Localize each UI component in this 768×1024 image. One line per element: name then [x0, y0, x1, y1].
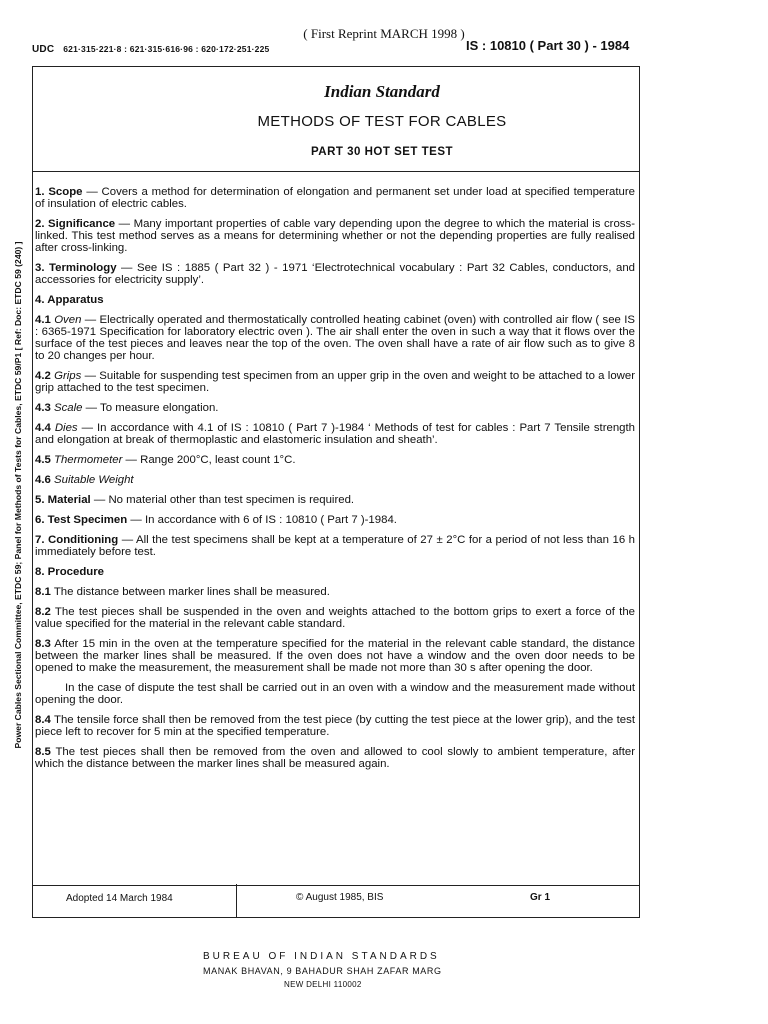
section-heading: Grips: [54, 370, 82, 382]
section-text: — See IS : 1885 ( Part 32 ) - 1971 ‘Electrotechnical vocabulary : Part 32 Cables, conductors, and accessories for electricity supply’.: [35, 262, 635, 286]
clause-number: 8.3: [35, 638, 51, 650]
clause-number: 8.1: [35, 586, 51, 598]
section-paragraph: [35, 262, 635, 286]
section-text: — Suitable for suspending test specimen from an upper grip in the oven and weight to be attached to a lower grip attached to the test specimen.: [35, 370, 636, 394]
section-text: — All the test specimens shall be kept at a temperature of 27 ± 2°C for a period of not less than 16 h immediately before test.: [35, 534, 635, 558]
udc-line: [32, 44, 269, 55]
section-paragraph: [35, 566, 635, 578]
section-heading: 4. Apparatus: [35, 294, 104, 306]
section-heading: 8. Procedure: [35, 566, 105, 578]
section-heading: Thermometer: [54, 454, 123, 466]
section-paragraph: [35, 314, 635, 362]
clause-number: 8.4: [35, 714, 51, 726]
committee-sidebar: [8, 180, 28, 810]
committee-text: Power Cables Sectional Committee, ETDC 59; Panel for Methods of Tests for Cables, ETDC 59/P1 [ Ref: Doc: ETDC 59 (240) ]: [13, 241, 23, 749]
section-text: In the case of dispute the test shall be carried out in an oven with a window and the measurement made without opening the door.: [35, 682, 635, 706]
section-text: After 15 min in the oven at the temperature specified for the material in the relevant cable standard, the distance between the marker lines shall be measured. If the oven does not have a window and the oven door needs to be opened to make the measurement, the measurement shall be made not more than 30 s after opening the door.: [35, 638, 635, 674]
section-heading: Suitable Weight: [54, 474, 134, 486]
section-heading: 3. Terminology: [35, 262, 117, 274]
section-paragraph: [35, 186, 635, 210]
adopted-date: Adopted 14 March 1984: [66, 893, 173, 904]
section-paragraph: [35, 746, 635, 770]
section-heading: Dies: [54, 422, 78, 434]
section-paragraph: [35, 714, 635, 738]
section-paragraph: [35, 586, 635, 598]
section-heading: 6. Test Specimen: [35, 514, 128, 526]
section-text: The test pieces shall then be removed from the oven and allowed to cool slowly to ambient temperature, after which the distance between the marker lines shall be measured again.: [35, 746, 635, 770]
section-paragraph: [35, 370, 635, 394]
section-paragraph: [35, 422, 635, 446]
clause-number: 4.2: [35, 370, 51, 382]
section-paragraph: [35, 682, 635, 706]
section-text: — Many important properties of cable vary depending upon the degree to which the material is cross-linked. This test method serves as a means for determining whether or not the depending properties are fully realised after cross-linking.: [35, 218, 635, 254]
publisher-address: MANAK BHAVAN, 9 BAHADUR SHAH ZAFAR MARG: [203, 966, 442, 976]
udc-codes: 621·315·221·8 : 621·315·616·96 : 620·172·251·225: [63, 44, 270, 54]
section-paragraph: [35, 294, 635, 306]
section-text: — Covers a method for determination of elongation and permanent set under load at specified temperature of insulation of electric cables.: [35, 186, 635, 210]
reprint-note: ( First Reprint MARCH 1998 ): [303, 26, 465, 41]
title-divider: [33, 171, 639, 172]
section-paragraph: [35, 514, 635, 526]
section-paragraph: [35, 494, 635, 506]
standard-number: IS : 10810 ( Part 30 ) - 1984: [466, 38, 630, 53]
section-text: The test pieces shall be suspended in the oven and weights attached to the bottom grips to exert a force of the value specified for the material in the relevant cable standard.: [35, 606, 635, 630]
section-text: — To measure elongation.: [82, 402, 219, 414]
part-title: PART 30 HOT SET TEST: [310, 146, 454, 158]
section-text: — Electrically operated and thermostatically controlled heating cabinet (oven) with controlled air flow ( see IS : 6365-1971 Specification for laboratory electric oven ). The air shall enter the oven in such a way that it flows over the surface of the test pieces and leaves near the top of the oven. The oven shall have a rate of air flow such as to give 8 to 20 changes per hour.: [35, 314, 635, 362]
publisher-city: NEW DELHI 110002: [284, 980, 362, 989]
section-paragraph: [35, 454, 635, 466]
section-paragraph: [35, 402, 635, 414]
section-paragraph: [35, 534, 635, 558]
document-body: [35, 186, 635, 778]
clause-number: 8.2: [35, 606, 51, 618]
indian-standard-title: Indian Standard: [324, 82, 440, 101]
clause-number: 4.4: [35, 422, 51, 434]
clause-number: 4.5: [35, 454, 51, 466]
section-heading: 7. Conditioning: [35, 534, 119, 546]
section-text: — Range 200°C, least count 1°C.: [122, 454, 296, 466]
copyright: © August 1985, BIS: [296, 892, 384, 903]
clause-number: 8.5: [35, 746, 51, 758]
footer-vertical-divider: [236, 884, 237, 918]
footer-divider: [33, 885, 639, 886]
section-heading: Oven: [54, 314, 82, 326]
section-heading: 5. Material: [35, 494, 91, 506]
udc-prefix: UDC: [32, 44, 55, 55]
main-title: METHODS OF TEST FOR CABLES: [257, 113, 507, 130]
clause-number: 4.3: [35, 402, 51, 414]
section-heading: Scale: [54, 402, 83, 414]
section-text: — No material other than test specimen is required.: [90, 494, 355, 506]
group: Gr 1: [530, 892, 551, 903]
section-paragraph: [35, 474, 635, 486]
section-paragraph: [35, 638, 635, 674]
section-text: — In accordance with 4.1 of IS : 10810 ( Part 7 )-1984 ‘ Methods of test for cables : Part 7 Tensile strength and elongation at break of thermoplastic and elastomeric insulation and sheath’.: [35, 422, 635, 446]
section-heading: 1. Scope: [35, 186, 83, 198]
clause-number: 4.6: [35, 474, 51, 486]
section-paragraph: [35, 218, 635, 254]
clause-number: 4.1: [35, 314, 51, 326]
section-paragraph: [35, 606, 635, 630]
section-text: — In accordance with 6 of IS : 10810 ( Part 7 )-1984.: [127, 514, 397, 526]
section-text: The distance between marker lines shall be measured.: [53, 586, 330, 598]
section-heading: 2. Significance: [35, 218, 116, 230]
section-text: The tensile force shall then be removed from the test piece (by cutting the test piece at the lower grip), and the test piece left to recover for 5 min at the specified temperature.: [35, 714, 635, 738]
publisher-name: BUREAU OF INDIAN STANDARDS: [203, 951, 440, 962]
